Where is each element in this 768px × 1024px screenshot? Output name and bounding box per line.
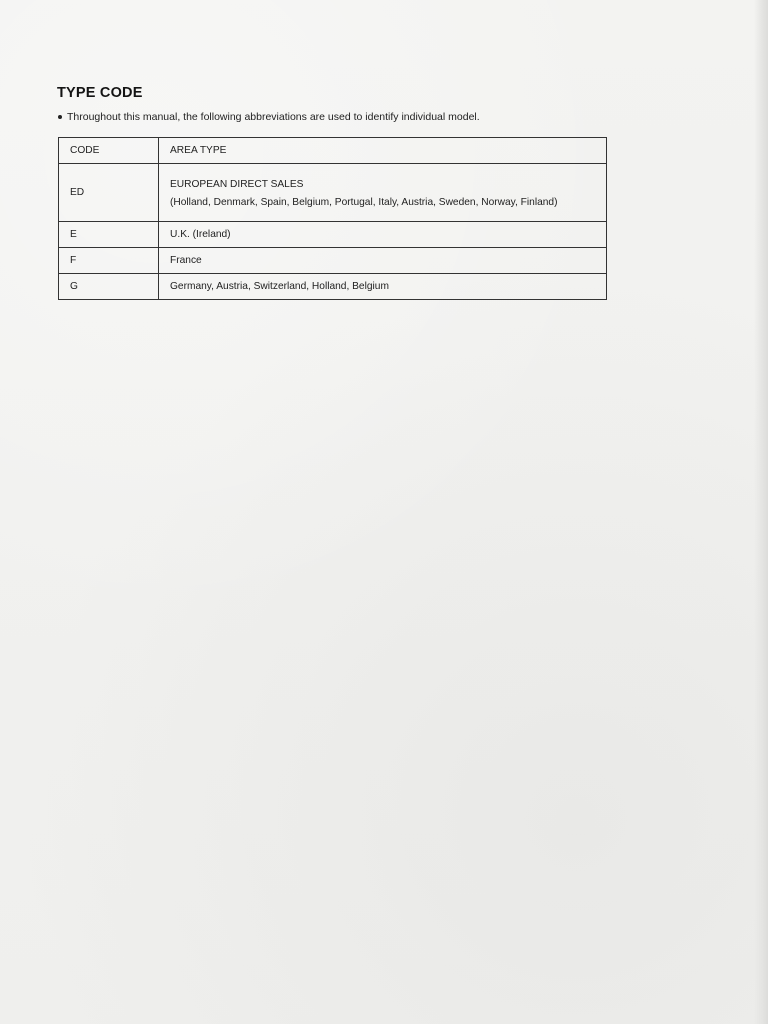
intro-note: [58, 111, 480, 123]
area-title: EUROPEAN DIRECT SALES: [170, 179, 304, 190]
header-code: CODE: [59, 138, 159, 164]
code-cell: E: [59, 222, 159, 248]
table-row: [59, 164, 607, 222]
section-title: TYPE CODE: [57, 85, 143, 101]
bullet-icon: [58, 115, 62, 119]
area-cell: [159, 164, 607, 222]
area-cell: France: [159, 248, 607, 274]
table-row: [59, 274, 607, 300]
code-cell: ED: [59, 164, 159, 222]
intro-note-text: Throughout this manual, the following abbreviations are used to identify individual model.: [67, 111, 480, 123]
table-row: [59, 222, 607, 248]
table-header-row: [59, 138, 607, 164]
area-cell: Germany, Austria, Switzerland, Holland, Belgium: [159, 274, 607, 300]
area-cell: U.K. (Ireland): [159, 222, 607, 248]
code-cell: G: [59, 274, 159, 300]
type-code-table: [58, 137, 607, 300]
page-edge-shadow: [754, 0, 768, 1024]
table-row: [59, 248, 607, 274]
area-countries: (Holland, Denmark, Spain, Belgium, Portugal, Italy, Austria, Sweden, Norway, Finland): [170, 197, 558, 208]
header-area-type: AREA TYPE: [159, 138, 607, 164]
code-cell: F: [59, 248, 159, 274]
